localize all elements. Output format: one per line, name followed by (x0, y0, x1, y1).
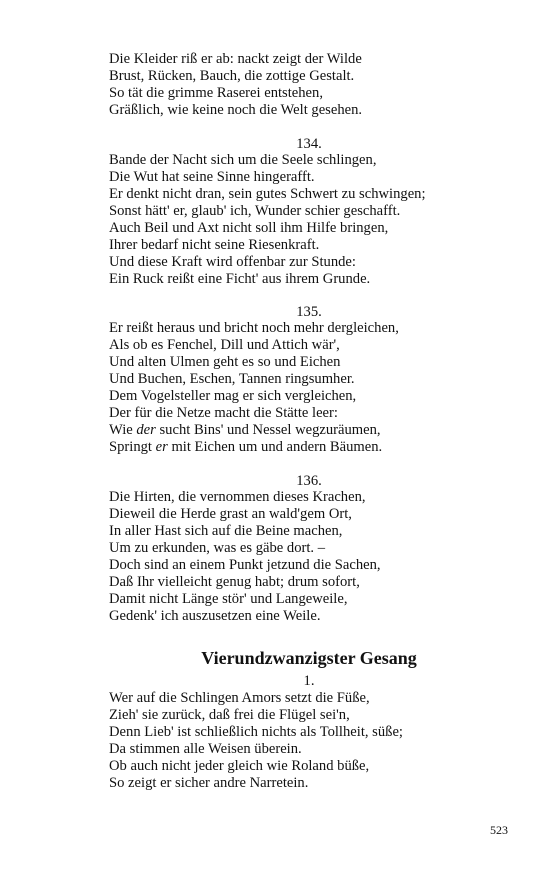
stanza-number: 1. (303, 673, 315, 689)
verse-line: Die Hirten, die vernommen dieses Krachen, (109, 489, 366, 505)
verse-line (109, 422, 381, 439)
verse-line: Auch Beil und Axt nicht soll ihm Hilfe bringen, (109, 220, 389, 236)
verse-text: sucht Bins' und Nessel wegzuräumen, (155, 422, 381, 438)
verse-line: Ob auch nicht jeder gleich wie Roland büße, (109, 758, 370, 774)
verse-line: Sonst hätt' er, glaub' ich, Wunder schier geschafft. (109, 203, 401, 219)
verse-line: Ein Ruck reißt eine Ficht' aus ihrem Grunde. (109, 271, 371, 287)
verse-line: Er denkt nicht dran, sein gutes Schwert zu schwingen; (109, 186, 426, 202)
verse-line: Ihrer bedarf nicht seine Riesenkraft. (109, 237, 320, 253)
verse-line: Dem Vogelsteller mag er sich vergleichen, (109, 388, 357, 404)
verse-line: Daß Ihr vielleicht genug habt; drum sofort, (109, 574, 360, 590)
verse-text: Wie (109, 422, 137, 438)
verse-line: Dieweil die Herde grast an wald'gem Ort, (109, 506, 352, 522)
verse-line: Damit nicht Länge stör' und Langeweile, (109, 591, 348, 607)
verse-line: Gräßlich, wie keine noch die Welt gesehen. (109, 102, 363, 118)
emphasis-text: er (155, 439, 168, 455)
verse-line: Bande der Nacht sich um die Seele schlingen, (109, 152, 377, 168)
verse-line: Wer auf die Schlingen Amors setzt die Füße, (109, 690, 370, 706)
verse-text: Springt (109, 439, 156, 455)
verse-line: Die Wut hat seine Sinne hingerafft. (109, 169, 315, 185)
emphasis-text: der (136, 422, 156, 438)
verse-line: Gedenk' ich auszusetzen eine Weile. (109, 608, 321, 624)
verse-line: Er reißt heraus und bricht noch mehr dergleichen, (109, 320, 399, 336)
verse-line: Und Buchen, Eschen, Tannen ringsumher. (109, 371, 355, 387)
verse-line: Und alten Ulmen geht es so und Eichen (109, 354, 341, 370)
stanza-number: 135. (296, 304, 322, 320)
verse-line: Da stimmen alle Weisen überein. (109, 741, 302, 757)
verse-line: Zieh' sie zurück, daß frei die Flügel sei'n, (109, 707, 350, 723)
verse-line: Als ob es Fenchel, Dill und Attich wär', (109, 337, 340, 353)
verse-line: So zeigt er sicher andre Narretein. (109, 775, 309, 791)
verse-line: Doch sind an einem Punkt jetzund die Sachen, (109, 557, 381, 573)
stanza-number: 134. (296, 136, 322, 152)
verse-line: Denn Lieb' ist schließlich nichts als Tollheit, süße; (109, 724, 403, 740)
verse-line: Brust, Rücken, Bauch, die zottige Gestalt. (109, 68, 355, 84)
verse-line: Und diese Kraft wird offenbar zur Stunde: (109, 254, 356, 270)
verse-line: Die Kleider riß er ab: nackt zeigt der Wilde (109, 51, 362, 67)
verse-line (109, 439, 382, 456)
verse-line: So tät die grimme Raserei entstehen, (109, 85, 323, 101)
verse-line: Der für die Netze macht die Stätte leer: (109, 405, 338, 421)
verse-line: Um zu erkunden, was es gäbe dort. – (109, 540, 326, 556)
canto-heading: Vierundzwanzigster Gesang (201, 648, 417, 668)
verse-line: In aller Hast sich auf die Beine machen, (109, 523, 343, 539)
verse-text: mit Eichen um und andern Bäumen. (167, 439, 383, 455)
stanza-number: 136. (296, 473, 322, 489)
page-number: 523 (490, 823, 508, 837)
